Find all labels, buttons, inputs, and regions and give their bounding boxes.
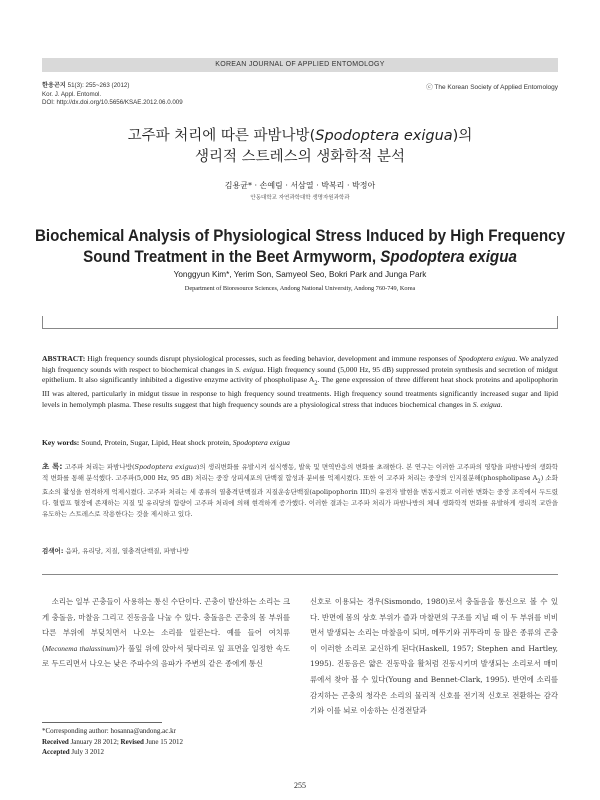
journal-abbreviation: Kor. J. Appl. Entomol. [42,90,102,98]
corresponding-email[interactable]: hosanna@andong.ac.kr [108,727,176,735]
doi-link[interactable]: DOI: http://dx.doi.org/10.5656/KSAE.2012.06.0.009 [42,99,183,106]
footnotes: *Corresponding author: hosanna@andong.ac.kr Received January 28 2012; Revised June 15 2012 Accepted July 3 2012 [42,727,183,756]
page-number: 255 [294,781,306,790]
journal-name-ko: 한응곤지 [42,82,66,89]
citation-block [42,82,183,108]
body-column-right: 신호로 이용되는 경우(Sismondo, 1980)로서 충돌음을 통신으로 볼 수 있다. 반면에 몸의 상호 부위가 즐과 마찰편의 구조를 지닐 때 이 두 부위를 비비면서 발생되는 소리는 마찰음이 되며, 메뚜기와 귀뚜라미 등 많은 종류의 곤충이 이러한 소리로 교신하게 된다(Haskell, 1957; Stephen and Hartley, 1995). 진동음은 얇은 진동막을 활처럼 진동시키며 발생되는 소리로서 매미류에서 찾아 볼 수 있다(Young and Bennet-Clark, 1995). 반면에 소리를 감지하는 곤충의 청각은 소리의 물리적 신호를 전기적 신호로 전환하는 감각기와 이를 뇌로 이송하는 신경전달과 [310,597,558,716]
footnote-rule [42,722,162,723]
affiliation-korean: 안동대학교 자연과학대학 생명자원과학과 [250,195,350,201]
journal-header-bar: KOREAN JOURNAL OF APPLIED ENTOMOLOGY [42,58,558,72]
copyright-notice: ⓒ The Korean Society of Applied Entomology [426,84,558,91]
authors-english: Yonggyun Kim*, Yerim Son, Samyeol Seo, Bokri Park and Junga Park [173,270,427,279]
volume-issue: 51(3): 255~263 (2012) [67,82,130,89]
divider-tick-right [557,316,558,328]
abstract-korean: 초 록: 고주파 처리는 파밤나방(Spodoptera exigua)의 생리변화를 유발시켜 섭식행동, 발육 및 면역반응의 변화를 초래한다. 본 연구는 이러한 고주파의 영향을 파밤나방의 생화학적 변화를 통해 분석했다. 고주파(5,000 Hz, 95 dB) 처리는 중장 상피세포의 단백질 합성과 분비를 억제시켰다. 또한 이 고주파 처리는 중장의 인지질분해(phospholipase $A_2$) 소화효소의 활성을 현격하게 억제시켰다. 고주파 처리는 세 종류의 열충격단백질과 지질운송단백질(apolipophorin III)의 유전자 발현을 변동시켰고 이러한 변화는 중장 조직에서 두드렸다. 혈림프 혈장에 존재하는 지질 및 유리당의 함량이 고주파 처리에 의해 현격하게 증가했다. 이러한 결과는 고주파 처리가 파밤나방의 체내 생화학적 변화를 유발하게 생리적 교란을 유도하는 스트레스로 작용한다는 것을 제시하고 있다. [42,462,558,518]
abstract-english: ABSTRACT: High frequency sounds disrupt physiological processes, such as feeding behavior, development and immune responses of Spodoptera exigua. We analyzed high frequency sounds with respect to biochemical changes in S. exigua. High frequency sound (5,000 Hz, 95 dB) suppressed protein synthesis and secretion of midgut epithelium. It also significantly inhibited a digestive enzyme activity of phospholipase $A_2$. The gene expression of three different heat shock proteins and apolipophorin III was altered, particularly in midgut tissue in response to high frequency sound treatments. High frequency sound treatments significantly increased sugar and lipid levels in hemolymph plasma. These results suggest that high frequency sounds are a physiological stress that induces biochemical changes in S. exigua. [42,354,558,409]
keywords-korean: 검색어: 음파, 유리당, 지질, 열충격단백질, 파밤나방 [42,547,189,555]
title-korean: 고주파 처리에 따른 파밤나방(Spodoptera exigua)의 생리적 스트레스의 생화학적 분석 [127,128,473,165]
keywords-english: Key words: Sound, Protein, Sugar, Lipid, Heat shock protein, Spodoptera exigua [42,438,290,447]
section-divider-top [42,328,558,329]
section-divider-bottom [42,574,558,575]
authors-korean: 김용균* · 손예림 · 서삼열 · 박복리 · 박정아 [224,181,376,190]
body-column-left: 소리는 일부 곤충들이 사용하는 통신 수단이다. 곤충이 발산하는 소리는 크게 충돌음, 마찰음 그리고 진동음을 나눌 수 있다. 충돌음은 곤충의 몸 부위를 다른 부위에 부딪치면서 나오는 소리를 일컫는다. 예를 들어 여치류(Meconema thalassinum)가 풀잎 위에 앉아서 뒷다리로 잎 표면을 일정한 속도로 두드리면서 나오는 낮은 주파수의 음파가 주변의 같은 종에게 통신 [42,597,290,669]
title-english: Biochemical Analysis of Physiological Stress Induced by High Frequency Sound Treatment in the Beet Armyworm, Spodoptera exigua [34,227,566,266]
divider-tick-left [42,316,43,328]
affiliation-english: Department of Bioresource Sciences, Andong National University, Andong 760-749, Korea [184,285,416,292]
